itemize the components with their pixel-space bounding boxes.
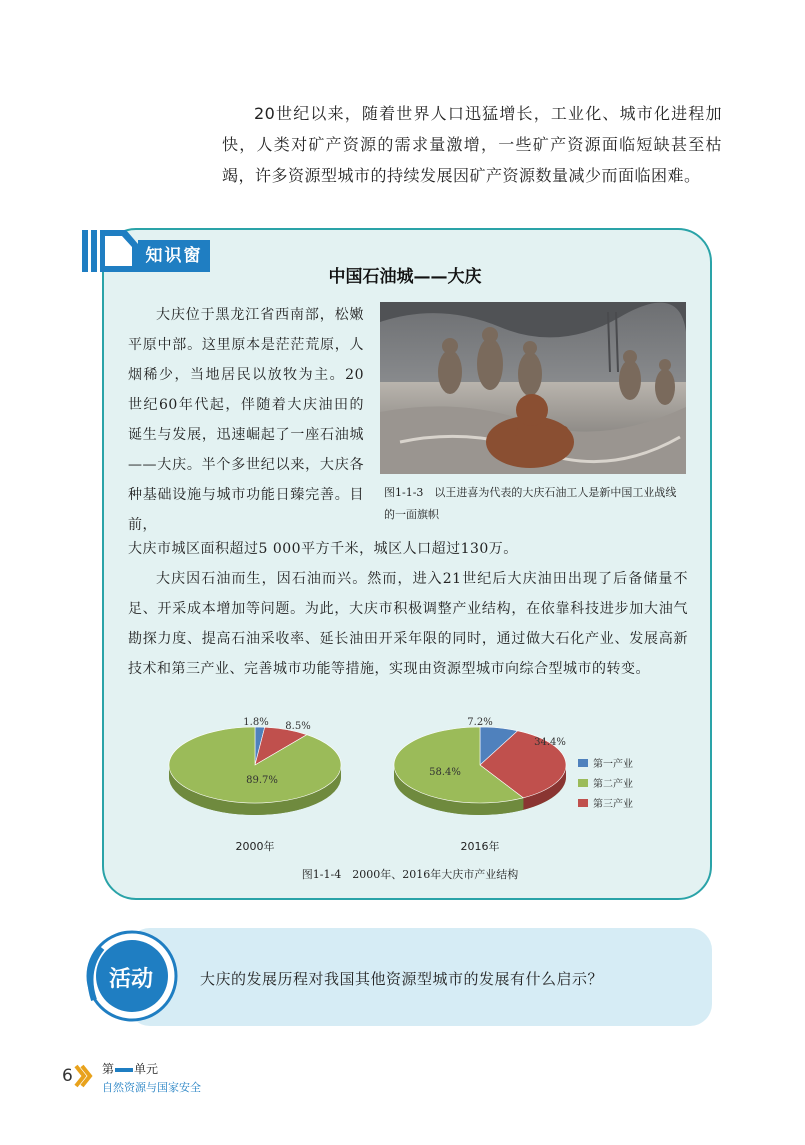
intro-text [222,98,722,191]
pie-year-label: 2000年 [235,840,275,853]
legend-label: 第三产业 [593,799,633,810]
legend-swatch [578,799,588,807]
legend-swatch [578,759,588,767]
knowledge-window-icon [82,226,138,274]
pie-label-第二产业: 58.4% [429,767,461,778]
chevron-right-icon [74,1064,94,1088]
unit-suffix: 单元 [134,1062,159,1076]
pie-label-第三产业: 8.5% [285,721,311,732]
unit-subtitle: 自然资源与国家安全 [102,1081,201,1094]
pie-label-第一产业: 7.2% [467,717,493,728]
knowledge-window-tag: 知识窗 [138,240,210,272]
daqing-paragraph-1-cont: 大庆市城区面积超过5 000平方千米，城区人口超过130万。 [128,541,518,557]
activity-question: 大庆的发展历程对我国其他资源型城市的发展有什么启示？ [200,970,604,988]
pie-2016 [394,717,566,853]
unit-label [102,1060,201,1095]
oil-workers-sculpture-photo [380,302,686,474]
pie-2000 [169,717,341,853]
page-number: 6 [62,1066,73,1086]
daqing-text-full [128,534,688,684]
activity-label: 活动 [108,967,153,992]
legend-label: 第二产业 [593,779,633,790]
pie-label-第二产业: 89.7% [246,775,278,786]
daqing-intro-left [128,300,364,540]
chart-legend [578,757,633,810]
daqing-paragraph-2: 大庆因石油而生，因石油而兴。然而，进入21世纪后大庆油田出现了后备储量不足、开采成本增加等问题。为此，大庆市积极调整产业结构，在依靠科技进步加大油气勘探力度、提高石油采收率、延长油田开采年限的同时，通过做大石化产业、发展高新技术和第三产业、完善城市功能等措施，实现由资源型城市向综合型城市的转变。 [128,571,688,677]
unit-prefix: 第 [102,1062,115,1076]
knowledge-title: 中国石油城——大庆 [328,267,482,287]
legend-swatch [578,779,588,787]
daqing-paragraph-1: 大庆位于黑龙江省西南部，松嫩平原中部。这里原本是茫茫荒原，人烟稀少，当地居民以放牧为主。20世纪60年代起，伴随着大庆油田的诞生与发展，迅速崛起了一座石油城——大庆。半个多世纪以来，大庆各种基础设施与城市功能日臻完善。目前， [128,307,364,533]
pie-label-第三产业: 34.4% [534,737,566,748]
legend-label: 第一产业 [593,759,633,770]
photo-caption: 图1-1-3 以王进喜为代表的大庆石油工人是新中国工业战线的一面旗帜 [384,486,677,521]
figure-caption: 图1-1-4 2000年、2016年大庆市产业结构 [301,868,519,881]
industry-structure-charts [150,705,670,865]
intro-paragraph: 20世纪以来，随着世界人口迅猛增长，工业化、城市化进程加快，人类对矿产资源的需求量激增，一些矿产资源面临短缺甚至枯竭，许多资源型城市的持续发展因矿产资源数量减少而面临困难。 [222,104,722,185]
pie-year-label: 2016年 [460,840,500,853]
unit-number-bar [115,1068,133,1072]
pie-slice-第二产业 [169,727,341,803]
pie-label-第一产业: 1.8% [243,717,269,728]
